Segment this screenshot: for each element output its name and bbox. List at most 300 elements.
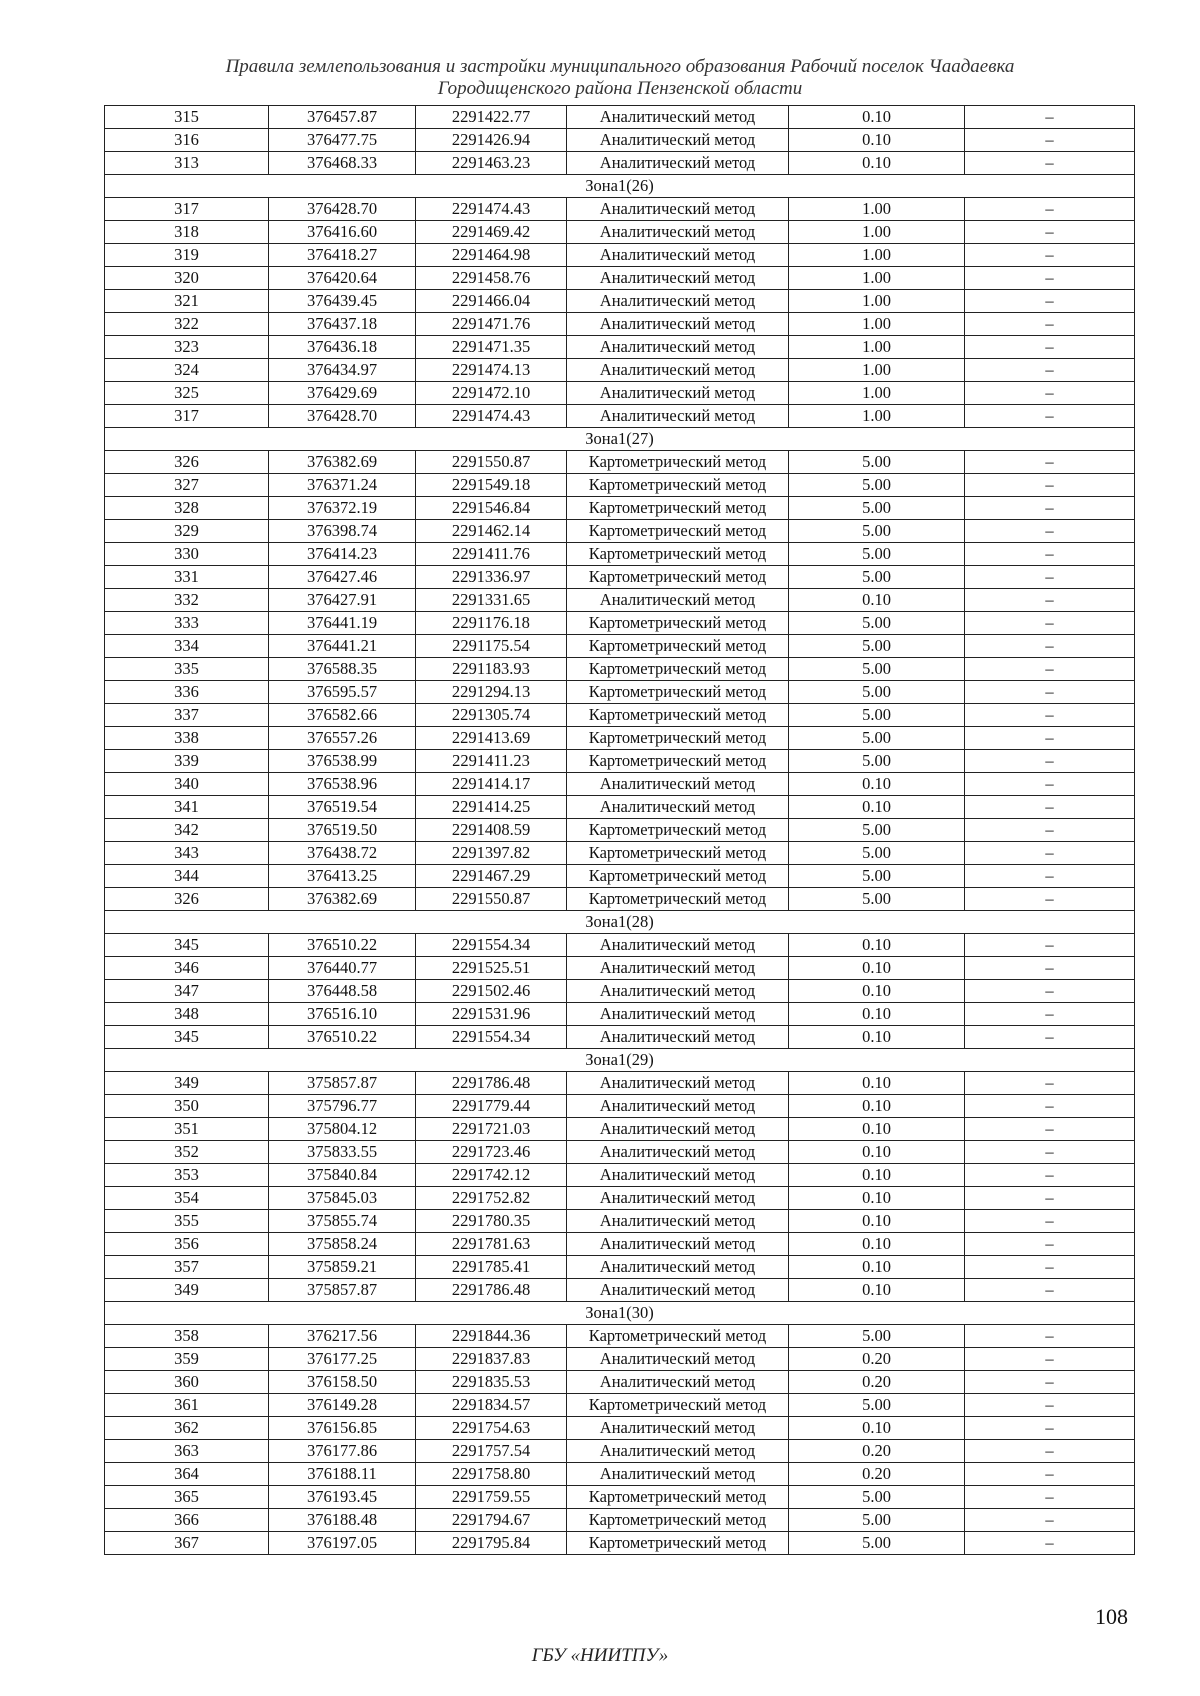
method-cell: Аналитический метод [567, 359, 789, 382]
table-row [105, 589, 1135, 612]
description-cell: – [965, 497, 1135, 520]
method-cell: Картометрический метод [567, 842, 789, 865]
x-coordinate-cell: 376428.70 [269, 198, 416, 221]
point-number-cell: 366 [105, 1509, 269, 1532]
point-number-cell: 361 [105, 1394, 269, 1417]
y-coordinate-cell: 2291758.80 [416, 1463, 567, 1486]
description-cell: – [965, 1026, 1135, 1049]
point-number-cell: 335 [105, 658, 269, 681]
y-coordinate-cell: 2291176.18 [416, 612, 567, 635]
table-row [105, 1509, 1135, 1532]
accuracy-cell: 0.10 [789, 1233, 965, 1256]
accuracy-cell: 0.20 [789, 1463, 965, 1486]
description-cell: – [965, 1141, 1135, 1164]
accuracy-cell: 0.10 [789, 1003, 965, 1026]
table-row [105, 129, 1135, 152]
point-number-cell: 325 [105, 382, 269, 405]
point-number-cell: 330 [105, 543, 269, 566]
table-row [105, 1440, 1135, 1463]
x-coordinate-cell: 376197.05 [269, 1532, 416, 1555]
method-cell: Картометрический метод [567, 474, 789, 497]
zone-header-row [105, 1049, 1135, 1072]
method-cell: Картометрический метод [567, 888, 789, 911]
point-number-cell: 346 [105, 957, 269, 980]
accuracy-cell: 0.10 [789, 1187, 965, 1210]
y-coordinate-cell: 2291550.87 [416, 451, 567, 474]
table-row [105, 773, 1135, 796]
y-coordinate-cell: 2291469.42 [416, 221, 567, 244]
method-cell: Аналитический метод [567, 980, 789, 1003]
description-cell: – [965, 336, 1135, 359]
method-cell: Аналитический метод [567, 1440, 789, 1463]
method-cell: Картометрический метод [567, 1532, 789, 1555]
x-coordinate-cell: 376156.85 [269, 1417, 416, 1440]
table-row [105, 1371, 1135, 1394]
method-cell: Аналитический метод [567, 152, 789, 175]
table-row [105, 704, 1135, 727]
method-cell: Аналитический метод [567, 1003, 789, 1026]
description-cell: – [965, 727, 1135, 750]
description-cell: – [965, 773, 1135, 796]
x-coordinate-cell: 375858.24 [269, 1233, 416, 1256]
method-cell: Аналитический метод [567, 129, 789, 152]
x-coordinate-cell: 376188.11 [269, 1463, 416, 1486]
x-coordinate-cell: 376434.97 [269, 359, 416, 382]
table-row [105, 405, 1135, 428]
table-row [105, 934, 1135, 957]
point-number-cell: 351 [105, 1118, 269, 1141]
method-cell: Аналитический метод [567, 382, 789, 405]
x-coordinate-cell: 376416.60 [269, 221, 416, 244]
x-coordinate-cell: 375796.77 [269, 1095, 416, 1118]
description-cell: – [965, 658, 1135, 681]
description-cell: – [965, 244, 1135, 267]
table-row [105, 1210, 1135, 1233]
x-coordinate-cell: 376420.64 [269, 267, 416, 290]
table-row [105, 1463, 1135, 1486]
description-cell: – [965, 957, 1135, 980]
x-coordinate-cell: 376428.70 [269, 405, 416, 428]
y-coordinate-cell: 2291752.82 [416, 1187, 567, 1210]
table-row [105, 106, 1135, 129]
y-coordinate-cell: 2291336.97 [416, 566, 567, 589]
table-row [105, 221, 1135, 244]
y-coordinate-cell: 2291414.17 [416, 773, 567, 796]
description-cell: – [965, 405, 1135, 428]
accuracy-cell: 0.10 [789, 1256, 965, 1279]
description-cell: – [965, 635, 1135, 658]
accuracy-cell: 1.00 [789, 359, 965, 382]
y-coordinate-cell: 2291294.13 [416, 681, 567, 704]
accuracy-cell: 5.00 [789, 566, 965, 589]
method-cell: Картометрический метод [567, 635, 789, 658]
accuracy-cell: 5.00 [789, 1486, 965, 1509]
description-cell: – [965, 1417, 1135, 1440]
x-coordinate-cell: 375804.12 [269, 1118, 416, 1141]
method-cell: Аналитический метод [567, 1371, 789, 1394]
accuracy-cell: 1.00 [789, 221, 965, 244]
table-row [105, 336, 1135, 359]
x-coordinate-cell: 376413.25 [269, 865, 416, 888]
point-number-cell: 344 [105, 865, 269, 888]
accuracy-cell: 5.00 [789, 888, 965, 911]
method-cell: Аналитический метод [567, 1141, 789, 1164]
method-cell: Аналитический метод [567, 934, 789, 957]
accuracy-cell: 5.00 [789, 543, 965, 566]
point-number-cell: 364 [105, 1463, 269, 1486]
point-number-cell: 342 [105, 819, 269, 842]
table-row [105, 1256, 1135, 1279]
accuracy-cell: 0.20 [789, 1348, 965, 1371]
point-number-cell: 319 [105, 244, 269, 267]
zone-label: Зона1(29) [105, 1049, 1135, 1072]
table-row [105, 1003, 1135, 1026]
accuracy-cell: 0.10 [789, 1417, 965, 1440]
point-number-cell: 355 [105, 1210, 269, 1233]
x-coordinate-cell: 376436.18 [269, 336, 416, 359]
description-cell: – [965, 359, 1135, 382]
description-cell: – [965, 1532, 1135, 1555]
footer-organization: ГБУ «НИИТПУ» [531, 1645, 669, 1666]
x-coordinate-cell: 376582.66 [269, 704, 416, 727]
description-cell: – [965, 842, 1135, 865]
x-coordinate-cell: 376468.33 [269, 152, 416, 175]
accuracy-cell: 5.00 [789, 704, 965, 727]
x-coordinate-cell: 376193.45 [269, 1486, 416, 1509]
point-number-cell: 347 [105, 980, 269, 1003]
method-cell: Картометрический метод [567, 704, 789, 727]
x-coordinate-cell: 375833.55 [269, 1141, 416, 1164]
method-cell: Аналитический метод [567, 1279, 789, 1302]
method-cell: Аналитический метод [567, 1210, 789, 1233]
table-row [105, 980, 1135, 1003]
accuracy-cell: 0.10 [789, 1026, 965, 1049]
accuracy-cell: 5.00 [789, 750, 965, 773]
method-cell: Аналитический метод [567, 244, 789, 267]
x-coordinate-cell: 376510.22 [269, 934, 416, 957]
accuracy-cell: 0.20 [789, 1440, 965, 1463]
x-coordinate-cell: 376429.69 [269, 382, 416, 405]
zone-label: Зона1(30) [105, 1302, 1135, 1325]
table-row [105, 290, 1135, 313]
accuracy-cell: 5.00 [789, 474, 965, 497]
point-number-cell: 336 [105, 681, 269, 704]
description-cell: – [965, 796, 1135, 819]
description-cell: – [965, 1463, 1135, 1486]
method-cell: Аналитический метод [567, 1256, 789, 1279]
method-cell: Аналитический метод [567, 106, 789, 129]
point-number-cell: 324 [105, 359, 269, 382]
table-row [105, 244, 1135, 267]
point-number-cell: 343 [105, 842, 269, 865]
table-row [105, 1187, 1135, 1210]
x-coordinate-cell: 376519.50 [269, 819, 416, 842]
table-row [105, 750, 1135, 773]
point-number-cell: 326 [105, 888, 269, 911]
description-cell: – [965, 612, 1135, 635]
method-cell: Аналитический метод [567, 313, 789, 336]
accuracy-cell: 0.10 [789, 773, 965, 796]
y-coordinate-cell: 2291331.65 [416, 589, 567, 612]
method-cell: Картометрический метод [567, 727, 789, 750]
y-coordinate-cell: 2291786.48 [416, 1279, 567, 1302]
description-cell: – [965, 520, 1135, 543]
method-cell: Картометрический метод [567, 1486, 789, 1509]
y-coordinate-cell: 2291413.69 [416, 727, 567, 750]
x-coordinate-cell: 376557.26 [269, 727, 416, 750]
method-cell: Картометрический метод [567, 681, 789, 704]
point-number-cell: 363 [105, 1440, 269, 1463]
accuracy-cell: 5.00 [789, 1394, 965, 1417]
accuracy-cell: 5.00 [789, 520, 965, 543]
method-cell: Картометрический метод [567, 750, 789, 773]
x-coordinate-cell: 376441.19 [269, 612, 416, 635]
point-number-cell: 327 [105, 474, 269, 497]
point-number-cell: 322 [105, 313, 269, 336]
y-coordinate-cell: 2291742.12 [416, 1164, 567, 1187]
accuracy-cell: 0.10 [789, 1279, 965, 1302]
description-cell: – [965, 1486, 1135, 1509]
description-cell: – [965, 382, 1135, 405]
x-coordinate-cell: 376149.28 [269, 1394, 416, 1417]
table-row [105, 1348, 1135, 1371]
y-coordinate-cell: 2291397.82 [416, 842, 567, 865]
x-coordinate-cell: 376448.58 [269, 980, 416, 1003]
method-cell: Картометрический метод [567, 1394, 789, 1417]
accuracy-cell: 0.10 [789, 1141, 965, 1164]
point-number-cell: 341 [105, 796, 269, 819]
x-coordinate-cell: 376437.18 [269, 313, 416, 336]
y-coordinate-cell: 2291463.23 [416, 152, 567, 175]
accuracy-cell: 5.00 [789, 1509, 965, 1532]
y-coordinate-cell: 2291780.35 [416, 1210, 567, 1233]
x-coordinate-cell: 376398.74 [269, 520, 416, 543]
point-number-cell: 365 [105, 1486, 269, 1509]
method-cell: Картометрический метод [567, 658, 789, 681]
method-cell: Аналитический метод [567, 1118, 789, 1141]
method-cell: Картометрический метод [567, 451, 789, 474]
x-coordinate-cell: 376438.72 [269, 842, 416, 865]
y-coordinate-cell: 2291795.84 [416, 1532, 567, 1555]
point-number-cell: 353 [105, 1164, 269, 1187]
y-coordinate-cell: 2291183.93 [416, 658, 567, 681]
description-cell: – [965, 750, 1135, 773]
point-number-cell: 349 [105, 1279, 269, 1302]
accuracy-cell: 5.00 [789, 842, 965, 865]
point-number-cell: 313 [105, 152, 269, 175]
table-row [105, 1417, 1135, 1440]
accuracy-cell: 5.00 [789, 612, 965, 635]
accuracy-cell: 1.00 [789, 382, 965, 405]
x-coordinate-cell: 376441.21 [269, 635, 416, 658]
accuracy-cell: 1.00 [789, 290, 965, 313]
y-coordinate-cell: 2291464.98 [416, 244, 567, 267]
y-coordinate-cell: 2291794.67 [416, 1509, 567, 1532]
y-coordinate-cell: 2291781.63 [416, 1233, 567, 1256]
x-coordinate-cell: 376595.57 [269, 681, 416, 704]
point-number-cell: 323 [105, 336, 269, 359]
y-coordinate-cell: 2291554.34 [416, 1026, 567, 1049]
accuracy-cell: 1.00 [789, 313, 965, 336]
y-coordinate-cell: 2291408.59 [416, 819, 567, 842]
point-number-cell: 367 [105, 1532, 269, 1555]
x-coordinate-cell: 376538.96 [269, 773, 416, 796]
x-coordinate-cell: 376414.23 [269, 543, 416, 566]
description-cell: – [965, 198, 1135, 221]
point-number-cell: 348 [105, 1003, 269, 1026]
point-number-cell: 350 [105, 1095, 269, 1118]
x-coordinate-cell: 376439.45 [269, 290, 416, 313]
y-coordinate-cell: 2291411.76 [416, 543, 567, 566]
description-cell: – [965, 451, 1135, 474]
table-row [105, 520, 1135, 543]
point-number-cell: 357 [105, 1256, 269, 1279]
table-row [105, 1141, 1135, 1164]
method-cell: Картометрический метод [567, 566, 789, 589]
zone-header-row [105, 911, 1135, 934]
table-row [105, 267, 1135, 290]
table-row [105, 451, 1135, 474]
x-coordinate-cell: 375857.87 [269, 1072, 416, 1095]
x-coordinate-cell: 376457.87 [269, 106, 416, 129]
table-row [105, 543, 1135, 566]
accuracy-cell: 0.10 [789, 106, 965, 129]
description-cell: – [965, 1003, 1135, 1026]
description-cell: – [965, 589, 1135, 612]
method-cell: Аналитический метод [567, 589, 789, 612]
description-cell: – [965, 290, 1135, 313]
point-number-cell: 349 [105, 1072, 269, 1095]
accuracy-cell: 1.00 [789, 336, 965, 359]
accuracy-cell: 0.10 [789, 1164, 965, 1187]
y-coordinate-cell: 2291721.03 [416, 1118, 567, 1141]
y-coordinate-cell: 2291305.74 [416, 704, 567, 727]
table-row [105, 313, 1135, 336]
point-number-cell: 358 [105, 1325, 269, 1348]
accuracy-cell: 0.20 [789, 1371, 965, 1394]
point-number-cell: 359 [105, 1348, 269, 1371]
description-cell: – [965, 1394, 1135, 1417]
method-cell: Аналитический метод [567, 1095, 789, 1118]
method-cell: Картометрический метод [567, 543, 789, 566]
accuracy-cell: 0.10 [789, 1210, 965, 1233]
description-cell: – [965, 1348, 1135, 1371]
x-coordinate-cell: 375845.03 [269, 1187, 416, 1210]
x-coordinate-cell: 375855.74 [269, 1210, 416, 1233]
table-row [105, 1026, 1135, 1049]
y-coordinate-cell: 2291723.46 [416, 1141, 567, 1164]
method-cell: Аналитический метод [567, 1463, 789, 1486]
document-header [100, 56, 1140, 100]
method-cell: Аналитический метод [567, 957, 789, 980]
table-row [105, 1486, 1135, 1509]
point-number-cell: 321 [105, 290, 269, 313]
description-cell: – [965, 704, 1135, 727]
description-cell: – [965, 106, 1135, 129]
point-number-cell: 352 [105, 1141, 269, 1164]
y-coordinate-cell: 2291757.54 [416, 1440, 567, 1463]
table-row [105, 612, 1135, 635]
point-number-cell: 345 [105, 1026, 269, 1049]
method-cell: Аналитический метод [567, 198, 789, 221]
table-row [105, 1325, 1135, 1348]
accuracy-cell: 5.00 [789, 819, 965, 842]
method-cell: Картометрический метод [567, 1325, 789, 1348]
table-row [105, 1233, 1135, 1256]
accuracy-cell: 0.10 [789, 1072, 965, 1095]
point-number-cell: 360 [105, 1371, 269, 1394]
accuracy-cell: 1.00 [789, 244, 965, 267]
method-cell: Аналитический метод [567, 405, 789, 428]
description-cell: – [965, 819, 1135, 842]
x-coordinate-cell: 376516.10 [269, 1003, 416, 1026]
accuracy-cell: 5.00 [789, 635, 965, 658]
table-row [105, 198, 1135, 221]
point-number-cell: 329 [105, 520, 269, 543]
y-coordinate-cell: 2291474.43 [416, 405, 567, 428]
y-coordinate-cell: 2291835.53 [416, 1371, 567, 1394]
method-cell: Картометрический метод [567, 612, 789, 635]
point-number-cell: 345 [105, 934, 269, 957]
table-row [105, 727, 1135, 750]
description-cell: – [965, 1509, 1135, 1532]
x-coordinate-cell: 376177.86 [269, 1440, 416, 1463]
x-coordinate-cell: 376588.35 [269, 658, 416, 681]
description-cell: – [965, 543, 1135, 566]
method-cell: Аналитический метод [567, 1072, 789, 1095]
accuracy-cell: 0.10 [789, 1118, 965, 1141]
description-cell: – [965, 1325, 1135, 1348]
description-cell: – [965, 221, 1135, 244]
x-coordinate-cell: 376477.75 [269, 129, 416, 152]
point-number-cell: 315 [105, 106, 269, 129]
accuracy-cell: 0.10 [789, 980, 965, 1003]
accuracy-cell: 5.00 [789, 681, 965, 704]
table-row [105, 1118, 1135, 1141]
description-cell: – [965, 865, 1135, 888]
table-row [105, 359, 1135, 382]
accuracy-cell: 1.00 [789, 198, 965, 221]
accuracy-cell: 0.10 [789, 1095, 965, 1118]
table-row [105, 865, 1135, 888]
y-coordinate-cell: 2291754.63 [416, 1417, 567, 1440]
x-coordinate-cell: 376418.27 [269, 244, 416, 267]
description-cell: – [965, 1072, 1135, 1095]
table-row [105, 819, 1135, 842]
description-cell: – [965, 1187, 1135, 1210]
table-row [105, 1164, 1135, 1187]
description-cell: – [965, 681, 1135, 704]
description-cell: – [965, 1371, 1135, 1394]
description-cell: – [965, 888, 1135, 911]
accuracy-cell: 0.10 [789, 796, 965, 819]
accuracy-cell: 5.00 [789, 451, 965, 474]
x-coordinate-cell: 376510.22 [269, 1026, 416, 1049]
description-cell: – [965, 1440, 1135, 1463]
zone-label: Зона1(26) [105, 175, 1135, 198]
table-row [105, 842, 1135, 865]
zone-header-row [105, 428, 1135, 451]
y-coordinate-cell: 2291779.44 [416, 1095, 567, 1118]
table-row [105, 681, 1135, 704]
description-cell: – [965, 934, 1135, 957]
point-number-cell: 340 [105, 773, 269, 796]
header-line-2: Городищенского района Пензенской области [437, 78, 803, 99]
x-coordinate-cell: 376519.54 [269, 796, 416, 819]
point-number-cell: 318 [105, 221, 269, 244]
point-number-cell: 316 [105, 129, 269, 152]
method-cell: Аналитический метод [567, 1348, 789, 1371]
